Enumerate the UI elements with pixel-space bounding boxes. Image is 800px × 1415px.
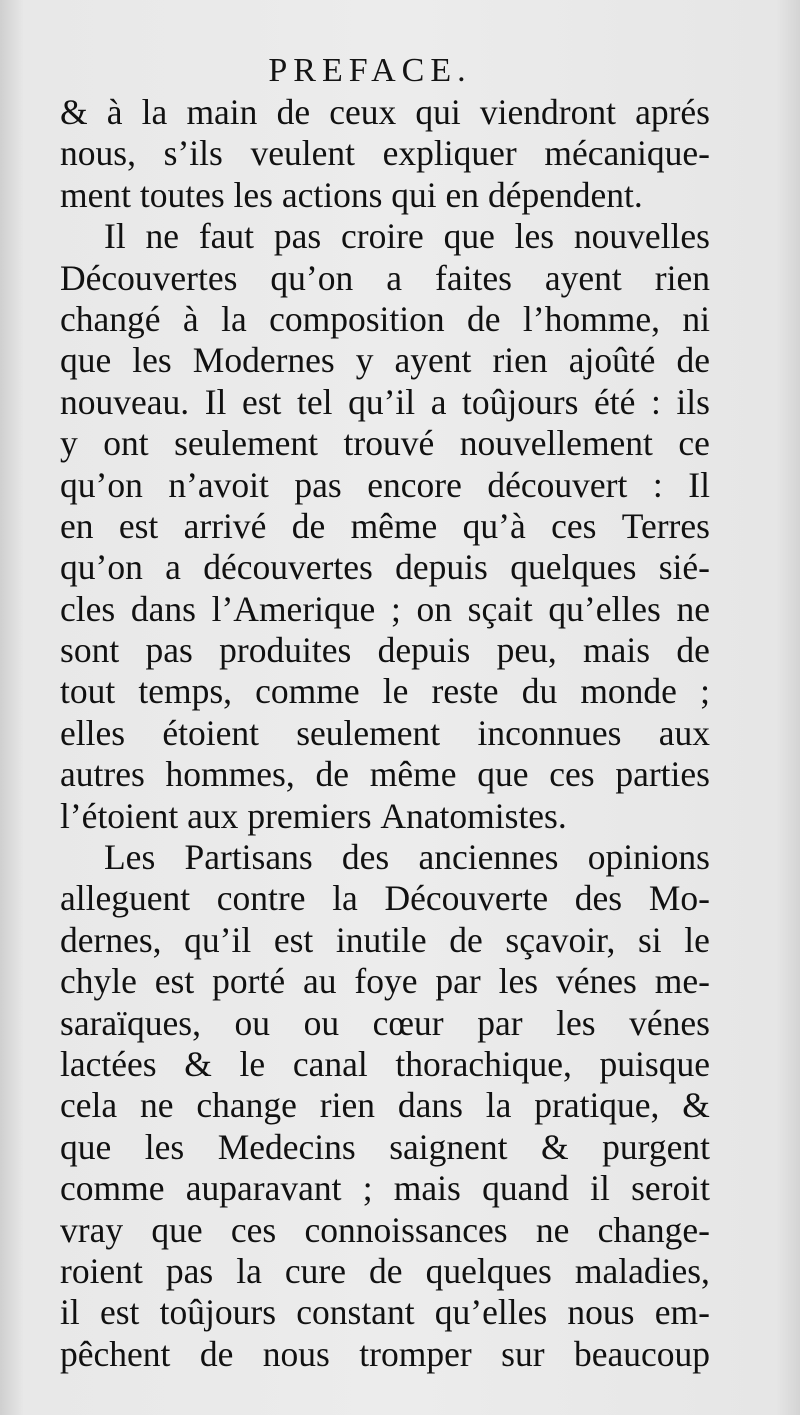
word: l’homme, [522, 298, 660, 339]
word: de [467, 298, 501, 339]
word: trouvé [343, 423, 435, 464]
word: ayent [394, 340, 472, 381]
word: quelques [510, 547, 637, 588]
word: actions [281, 174, 392, 215]
word: que [60, 1126, 112, 1167]
word: du [521, 671, 558, 712]
word: ; [700, 671, 710, 712]
word: que [60, 340, 112, 381]
word: la [332, 878, 358, 919]
word: même [369, 754, 457, 795]
word: qu’on [60, 547, 143, 588]
word: expliquer [382, 133, 517, 174]
word: pêchent [60, 1333, 171, 1374]
word: depuis [377, 630, 471, 671]
word: change [196, 1085, 297, 1126]
word: porté [212, 961, 286, 1002]
word: été [594, 381, 636, 422]
word: Découverte [384, 878, 549, 919]
word: qu’elles [434, 1292, 548, 1333]
text-line [60, 1251, 710, 1292]
word: même [350, 505, 438, 546]
word: aux [187, 795, 248, 836]
word: n’avoit [168, 464, 269, 505]
word: change- [597, 1209, 710, 1250]
word: Modernes [192, 340, 335, 381]
word: le [684, 919, 710, 960]
word: ces [230, 1209, 277, 1250]
word: ment [60, 174, 140, 215]
word: de [369, 1250, 403, 1291]
word: nous, [60, 133, 136, 174]
word: de [449, 919, 483, 960]
text-line [60, 506, 710, 547]
word: Il [688, 464, 710, 505]
word: comme [255, 671, 360, 712]
word: depuis [395, 547, 488, 588]
word: dans [397, 1085, 463, 1126]
word: vénes [556, 961, 637, 1002]
word: thorachique, [395, 1043, 572, 1084]
running-header: PREFACE. [268, 52, 472, 89]
word: : [650, 381, 661, 422]
word: de [676, 630, 710, 671]
word: Partisans [184, 837, 313, 878]
text-line [60, 133, 710, 174]
word: sçavoir, [505, 919, 616, 960]
word: Découvertes [60, 257, 238, 298]
text-line [60, 423, 710, 464]
word: ayent [544, 257, 622, 298]
word: faites [435, 257, 512, 298]
word: découvertes [203, 547, 373, 588]
word: ni [682, 298, 710, 339]
word: est [99, 1292, 140, 1333]
word: Il [204, 381, 227, 422]
word: qui [415, 92, 461, 132]
word: pas [145, 630, 193, 671]
word: viendront [479, 92, 616, 132]
word: changé [60, 298, 161, 339]
word: puisque [599, 1043, 710, 1084]
word: ou [234, 1002, 271, 1043]
word: aux [658, 712, 710, 753]
word: elles [60, 712, 126, 753]
word: & [682, 1085, 710, 1126]
word: nouvellement [459, 423, 653, 464]
word: au [303, 961, 337, 1002]
word: nous [567, 1292, 635, 1333]
word: en [60, 505, 94, 546]
word: ont [103, 423, 149, 464]
word: ne [140, 1085, 174, 1126]
word: ne [145, 216, 180, 257]
text-line [60, 1044, 710, 1085]
word: le [382, 671, 409, 712]
word: encore [367, 464, 462, 505]
word: ou [303, 1002, 340, 1043]
word: sié- [658, 547, 710, 588]
word: est [154, 961, 195, 1002]
text-line [60, 382, 710, 423]
body-text [60, 92, 710, 1375]
word: la [221, 298, 247, 339]
word: ne [535, 1209, 570, 1250]
word: le [239, 1043, 266, 1084]
text-line [60, 1127, 710, 1168]
text-line [60, 216, 710, 257]
word: par [435, 961, 481, 1002]
word: que [151, 1209, 203, 1250]
text-line [60, 299, 710, 340]
word: il [590, 1168, 610, 1209]
word: la [236, 1250, 262, 1291]
word: pas [165, 1250, 214, 1291]
word: hommes, [165, 754, 295, 795]
text-line [60, 796, 710, 837]
word: les [132, 340, 172, 381]
word: a [430, 381, 447, 422]
word: ceux [329, 92, 397, 132]
word: vénes [629, 1002, 710, 1043]
word: tromper [359, 1333, 472, 1374]
text-line [60, 837, 710, 878]
word: on [416, 588, 452, 629]
word: de [199, 1333, 234, 1374]
word: s’ils [163, 133, 223, 174]
word: mais [583, 630, 651, 671]
word: autres [60, 754, 145, 795]
word: inconnues [477, 712, 622, 753]
word: qu’on [270, 257, 354, 298]
word: que [477, 754, 529, 795]
word: Il [104, 216, 126, 257]
word: rien [492, 340, 548, 381]
text-line [60, 671, 710, 712]
word: me- [654, 961, 710, 1002]
word: étoient [162, 712, 259, 753]
word: pas [273, 216, 322, 257]
word: ils [676, 381, 710, 422]
word: pratique, [534, 1085, 660, 1126]
word: qu’à [462, 505, 526, 546]
word: l’étoient [60, 795, 188, 836]
word: nous [262, 1333, 330, 1374]
word: qu’on [60, 464, 143, 505]
word: aprés [635, 92, 710, 132]
word: reste [431, 671, 499, 712]
word: est [241, 381, 282, 422]
word: les [556, 1002, 596, 1043]
word: nouveau. [60, 381, 190, 422]
text-line [60, 961, 710, 1002]
text-line [60, 340, 710, 381]
word: toûjours [159, 1292, 277, 1333]
word: inutile [335, 919, 427, 960]
word: comme [60, 1168, 165, 1209]
text-line [60, 92, 710, 133]
word: vray [60, 1209, 124, 1250]
word: em- [654, 1292, 710, 1333]
word: quand [482, 1168, 569, 1209]
word: seulement [174, 423, 319, 464]
word: seroit [631, 1168, 710, 1209]
word: monde [580, 671, 677, 712]
word: cles [60, 588, 116, 629]
word: dernes, [60, 919, 162, 960]
word: alleguent [60, 878, 191, 919]
word: tout [60, 671, 116, 712]
word: arrivé [183, 505, 267, 546]
word: que [443, 216, 495, 257]
word: il [60, 1292, 80, 1333]
word: de [291, 505, 326, 546]
word: Anatomistes. [380, 795, 567, 836]
word: foye [354, 961, 418, 1002]
text-line [60, 1292, 710, 1333]
word: & [60, 92, 88, 132]
word: parties [615, 754, 710, 795]
word: & [541, 1126, 569, 1167]
word: connoissances [304, 1209, 508, 1250]
text-line [60, 589, 710, 630]
word: pas [294, 464, 342, 505]
word: découvert [487, 464, 628, 505]
word: main [186, 92, 258, 132]
word: de [276, 92, 311, 132]
text-line [60, 547, 710, 588]
word: anciennes [418, 837, 559, 878]
text-line [60, 1210, 710, 1251]
word: sçait [467, 588, 533, 629]
word: les [233, 174, 282, 215]
word: ajoûté [568, 340, 656, 381]
word: à [182, 298, 199, 339]
word: Les [104, 837, 156, 878]
word: mais [393, 1168, 461, 1209]
word: saraïques, [60, 1002, 201, 1043]
word: quelques [425, 1250, 552, 1291]
word: des [341, 837, 390, 878]
word: les [144, 1126, 185, 1167]
word: l’Amerique [211, 588, 376, 629]
word: Medecins [217, 1126, 356, 1167]
word: ne [676, 588, 710, 629]
word: qu’elles [548, 588, 661, 629]
word: temps, [138, 671, 233, 712]
word: de [676, 340, 710, 381]
word: y [355, 340, 374, 381]
word: qu’il [184, 919, 252, 960]
word: nouvelles [573, 216, 710, 257]
word: a [386, 257, 403, 298]
word: ; [362, 1168, 373, 1209]
text-line [60, 258, 710, 299]
word: lactées [60, 1043, 157, 1084]
word: premiers [247, 795, 381, 836]
word: de [315, 754, 349, 795]
word: si [637, 919, 662, 960]
word: est [118, 505, 159, 546]
word: à [106, 92, 123, 132]
word: ; [390, 588, 401, 629]
word: contre [216, 878, 306, 919]
word: est [273, 919, 314, 960]
text-line [60, 630, 710, 671]
word: & [184, 1043, 212, 1084]
word: maladies, [574, 1250, 710, 1291]
word: constant [296, 1292, 415, 1333]
word: beaucoup [573, 1333, 710, 1374]
word: tel [297, 381, 333, 422]
text-line [60, 175, 710, 216]
word: seulement [296, 712, 441, 753]
word: ces [549, 754, 595, 795]
word: cœur [372, 1002, 444, 1043]
text-line [60, 1003, 710, 1044]
word: qui [391, 174, 446, 215]
word: Mo- [648, 878, 710, 919]
word: veulent [250, 133, 355, 174]
word: dépendent. [487, 174, 643, 215]
text-line [60, 920, 710, 961]
word: auparavant [185, 1168, 342, 1209]
word: par [477, 1002, 523, 1043]
word: produites [219, 630, 352, 671]
word: croire [340, 216, 424, 257]
word: faut [198, 216, 255, 257]
text-line [60, 713, 710, 754]
word: purgent [602, 1126, 710, 1167]
word: rien [654, 257, 710, 298]
text-line [60, 465, 710, 506]
text-line [60, 754, 710, 795]
word: rien [319, 1085, 375, 1126]
word: mécanique- [544, 133, 710, 174]
word: saignent [389, 1126, 508, 1167]
word: ces [551, 505, 597, 546]
word: Terres [621, 505, 710, 546]
word: canal [292, 1043, 368, 1084]
word: dans [130, 588, 196, 629]
word: chyle [60, 961, 137, 1002]
word: les [514, 216, 555, 257]
text-line [60, 878, 710, 919]
word: : [652, 464, 663, 505]
word: composition [269, 298, 445, 339]
word: sur [501, 1333, 545, 1374]
word: en [445, 174, 488, 215]
word: peu, [496, 630, 557, 671]
word: opinions [587, 837, 710, 878]
word: cure [284, 1250, 346, 1291]
word: la [485, 1085, 512, 1126]
word: a [165, 547, 181, 588]
word: les [498, 961, 539, 1002]
word: sont [60, 630, 120, 671]
word: y [60, 423, 78, 464]
text-line [60, 1085, 710, 1126]
word: des [574, 878, 623, 919]
word: la [141, 92, 168, 132]
word: ce [678, 423, 710, 464]
text-line [60, 1334, 710, 1375]
word: toutes [139, 174, 234, 215]
text-line [60, 1168, 710, 1209]
word: roient [60, 1250, 143, 1291]
word: cela [60, 1085, 118, 1126]
word: qu’il [348, 381, 416, 422]
word: toûjours [462, 381, 579, 422]
